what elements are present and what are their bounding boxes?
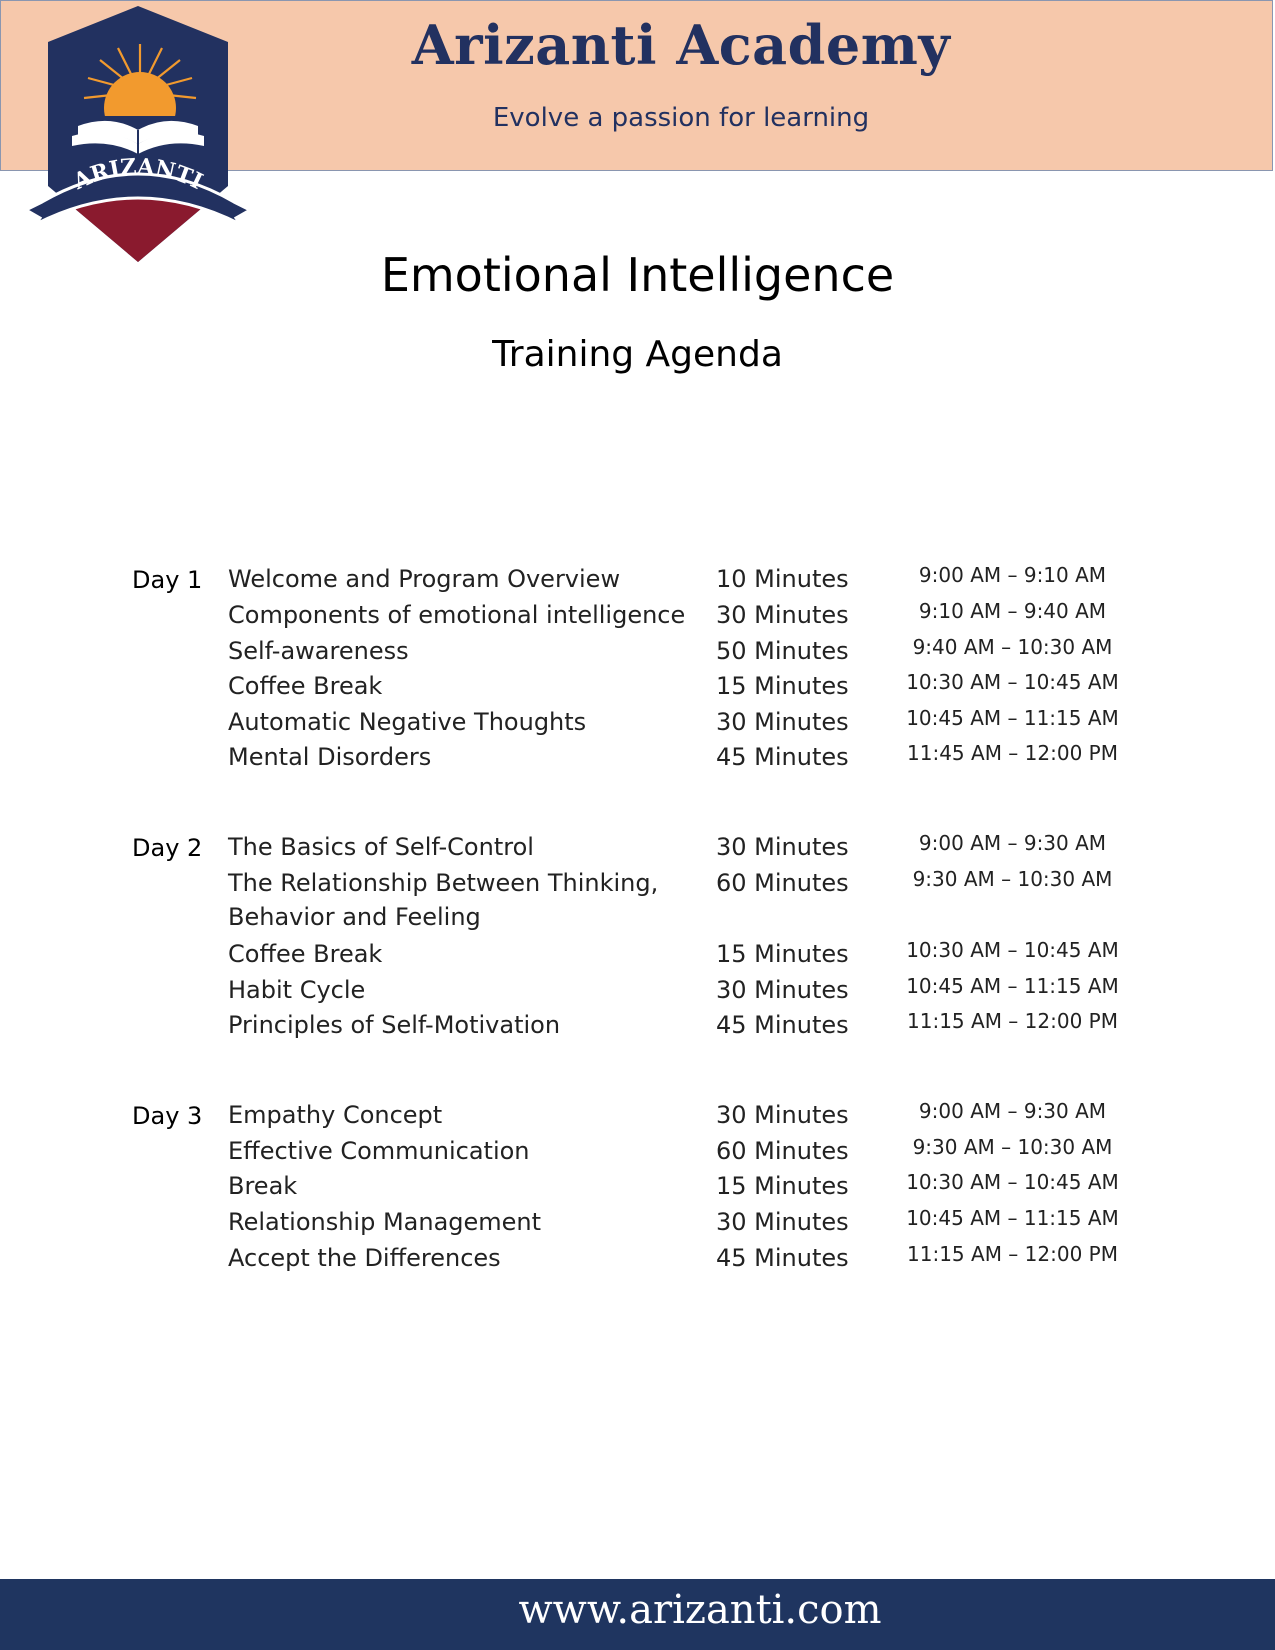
academy-logo-icon — [28, 4, 266, 266]
session-duration: 45 Minutes — [716, 1244, 849, 1272]
session-time: 9:30 AM – 10:30 AM — [912, 867, 1113, 891]
session-duration: 30 Minutes — [716, 1101, 849, 1129]
session-topic: Mental Disorders — [228, 743, 432, 771]
session-time: 10:30 AM – 10:45 AM — [906, 938, 1119, 962]
agenda-row — [0, 937, 1275, 971]
agenda-row — [0, 740, 1275, 774]
page-subtitle: Training Agenda — [492, 334, 783, 375]
agenda-row — [0, 669, 1275, 703]
session-duration: 60 Minutes — [716, 1137, 849, 1165]
session-time: 10:45 AM – 11:15 AM — [906, 1206, 1119, 1230]
session-topic: The Basics of Self-Control — [228, 833, 534, 861]
session-duration: 60 Minutes — [716, 869, 849, 897]
session-topic: Coffee Break — [228, 672, 383, 700]
session-duration: 10 Minutes — [716, 565, 849, 593]
session-topic: Break — [228, 1172, 298, 1200]
session-duration: 50 Minutes — [716, 637, 849, 665]
agenda-row — [0, 634, 1275, 668]
session-time: 9:40 AM – 10:30 AM — [912, 635, 1113, 659]
session-duration: 30 Minutes — [716, 976, 849, 1004]
session-duration: 30 Minutes — [716, 1208, 849, 1236]
session-duration: 30 Minutes — [716, 833, 849, 861]
agenda-row — [0, 1098, 1275, 1132]
logo-ribbon-text: ARIZANTI — [69, 153, 207, 195]
session-time: 9:10 AM – 9:40 AM — [918, 599, 1107, 623]
session-time: 11:15 AM – 12:00 PM — [907, 1242, 1118, 1266]
day-label: Day 1 — [132, 566, 203, 594]
agenda-row — [0, 1205, 1275, 1239]
session-topic: Self-awareness — [228, 637, 409, 665]
footer-band — [0, 1579, 1275, 1650]
session-time: 11:15 AM – 12:00 PM — [907, 1009, 1118, 1033]
agenda-row — [0, 866, 1275, 931]
session-time: 10:30 AM – 10:45 AM — [906, 1170, 1119, 1194]
session-time: 11:45 AM – 12:00 PM — [907, 741, 1118, 765]
page-title: Emotional Intelligence — [380, 248, 895, 302]
session-duration: 15 Minutes — [716, 1172, 849, 1200]
session-time: 10:45 AM – 11:15 AM — [906, 706, 1119, 730]
session-time: 9:00 AM – 9:10 AM — [918, 563, 1107, 587]
academy-name: Arizanti Academy — [411, 13, 951, 77]
agenda-row — [0, 1241, 1275, 1275]
session-time: 10:45 AM – 11:15 AM — [906, 974, 1119, 998]
session-topic: Principles of Self-Motivation — [228, 1011, 561, 1039]
session-topic: Effective Communication — [228, 1137, 530, 1165]
session-topic: Automatic Negative Thoughts — [228, 708, 587, 736]
session-topic: Empathy Concept — [228, 1101, 443, 1129]
agenda-row — [0, 1008, 1275, 1042]
session-duration: 45 Minutes — [716, 1011, 849, 1039]
session-time: 9:00 AM – 9:30 AM — [918, 831, 1107, 855]
agenda-row — [0, 1134, 1275, 1168]
agenda-row — [0, 830, 1275, 864]
session-time: 9:30 AM – 10:30 AM — [912, 1135, 1113, 1159]
session-topic: Relationship Management — [228, 1208, 542, 1236]
session-duration: 30 Minutes — [716, 708, 849, 736]
agenda-row — [0, 562, 1275, 596]
session-topic: Components of emotional intelligence — [228, 601, 686, 629]
agenda-row — [0, 705, 1275, 739]
session-time: 9:00 AM – 9:30 AM — [918, 1099, 1107, 1123]
agenda-row — [0, 973, 1275, 1007]
session-topic: Habit Cycle — [228, 976, 366, 1004]
session-duration: 15 Minutes — [716, 940, 849, 968]
session-topic: The Relationship Between Thinking, Behavior and Feeling — [228, 869, 659, 931]
day-label: Day 2 — [132, 834, 203, 862]
session-duration: 15 Minutes — [716, 672, 849, 700]
session-time: 10:30 AM – 10:45 AM — [906, 670, 1119, 694]
session-topic: Coffee Break — [228, 940, 383, 968]
day-label: Day 3 — [132, 1102, 203, 1130]
agenda-row — [0, 598, 1275, 632]
session-topic: Accept the Differences — [228, 1244, 501, 1272]
footer-website-link[interactable]: www.arizanti.com — [518, 1587, 882, 1633]
tagline: Evolve a passion for learning — [492, 103, 870, 133]
session-topic: Welcome and Program Overview — [228, 565, 621, 593]
agenda-row — [0, 1169, 1275, 1203]
session-duration: 45 Minutes — [716, 743, 849, 771]
session-duration: 30 Minutes — [716, 601, 849, 629]
